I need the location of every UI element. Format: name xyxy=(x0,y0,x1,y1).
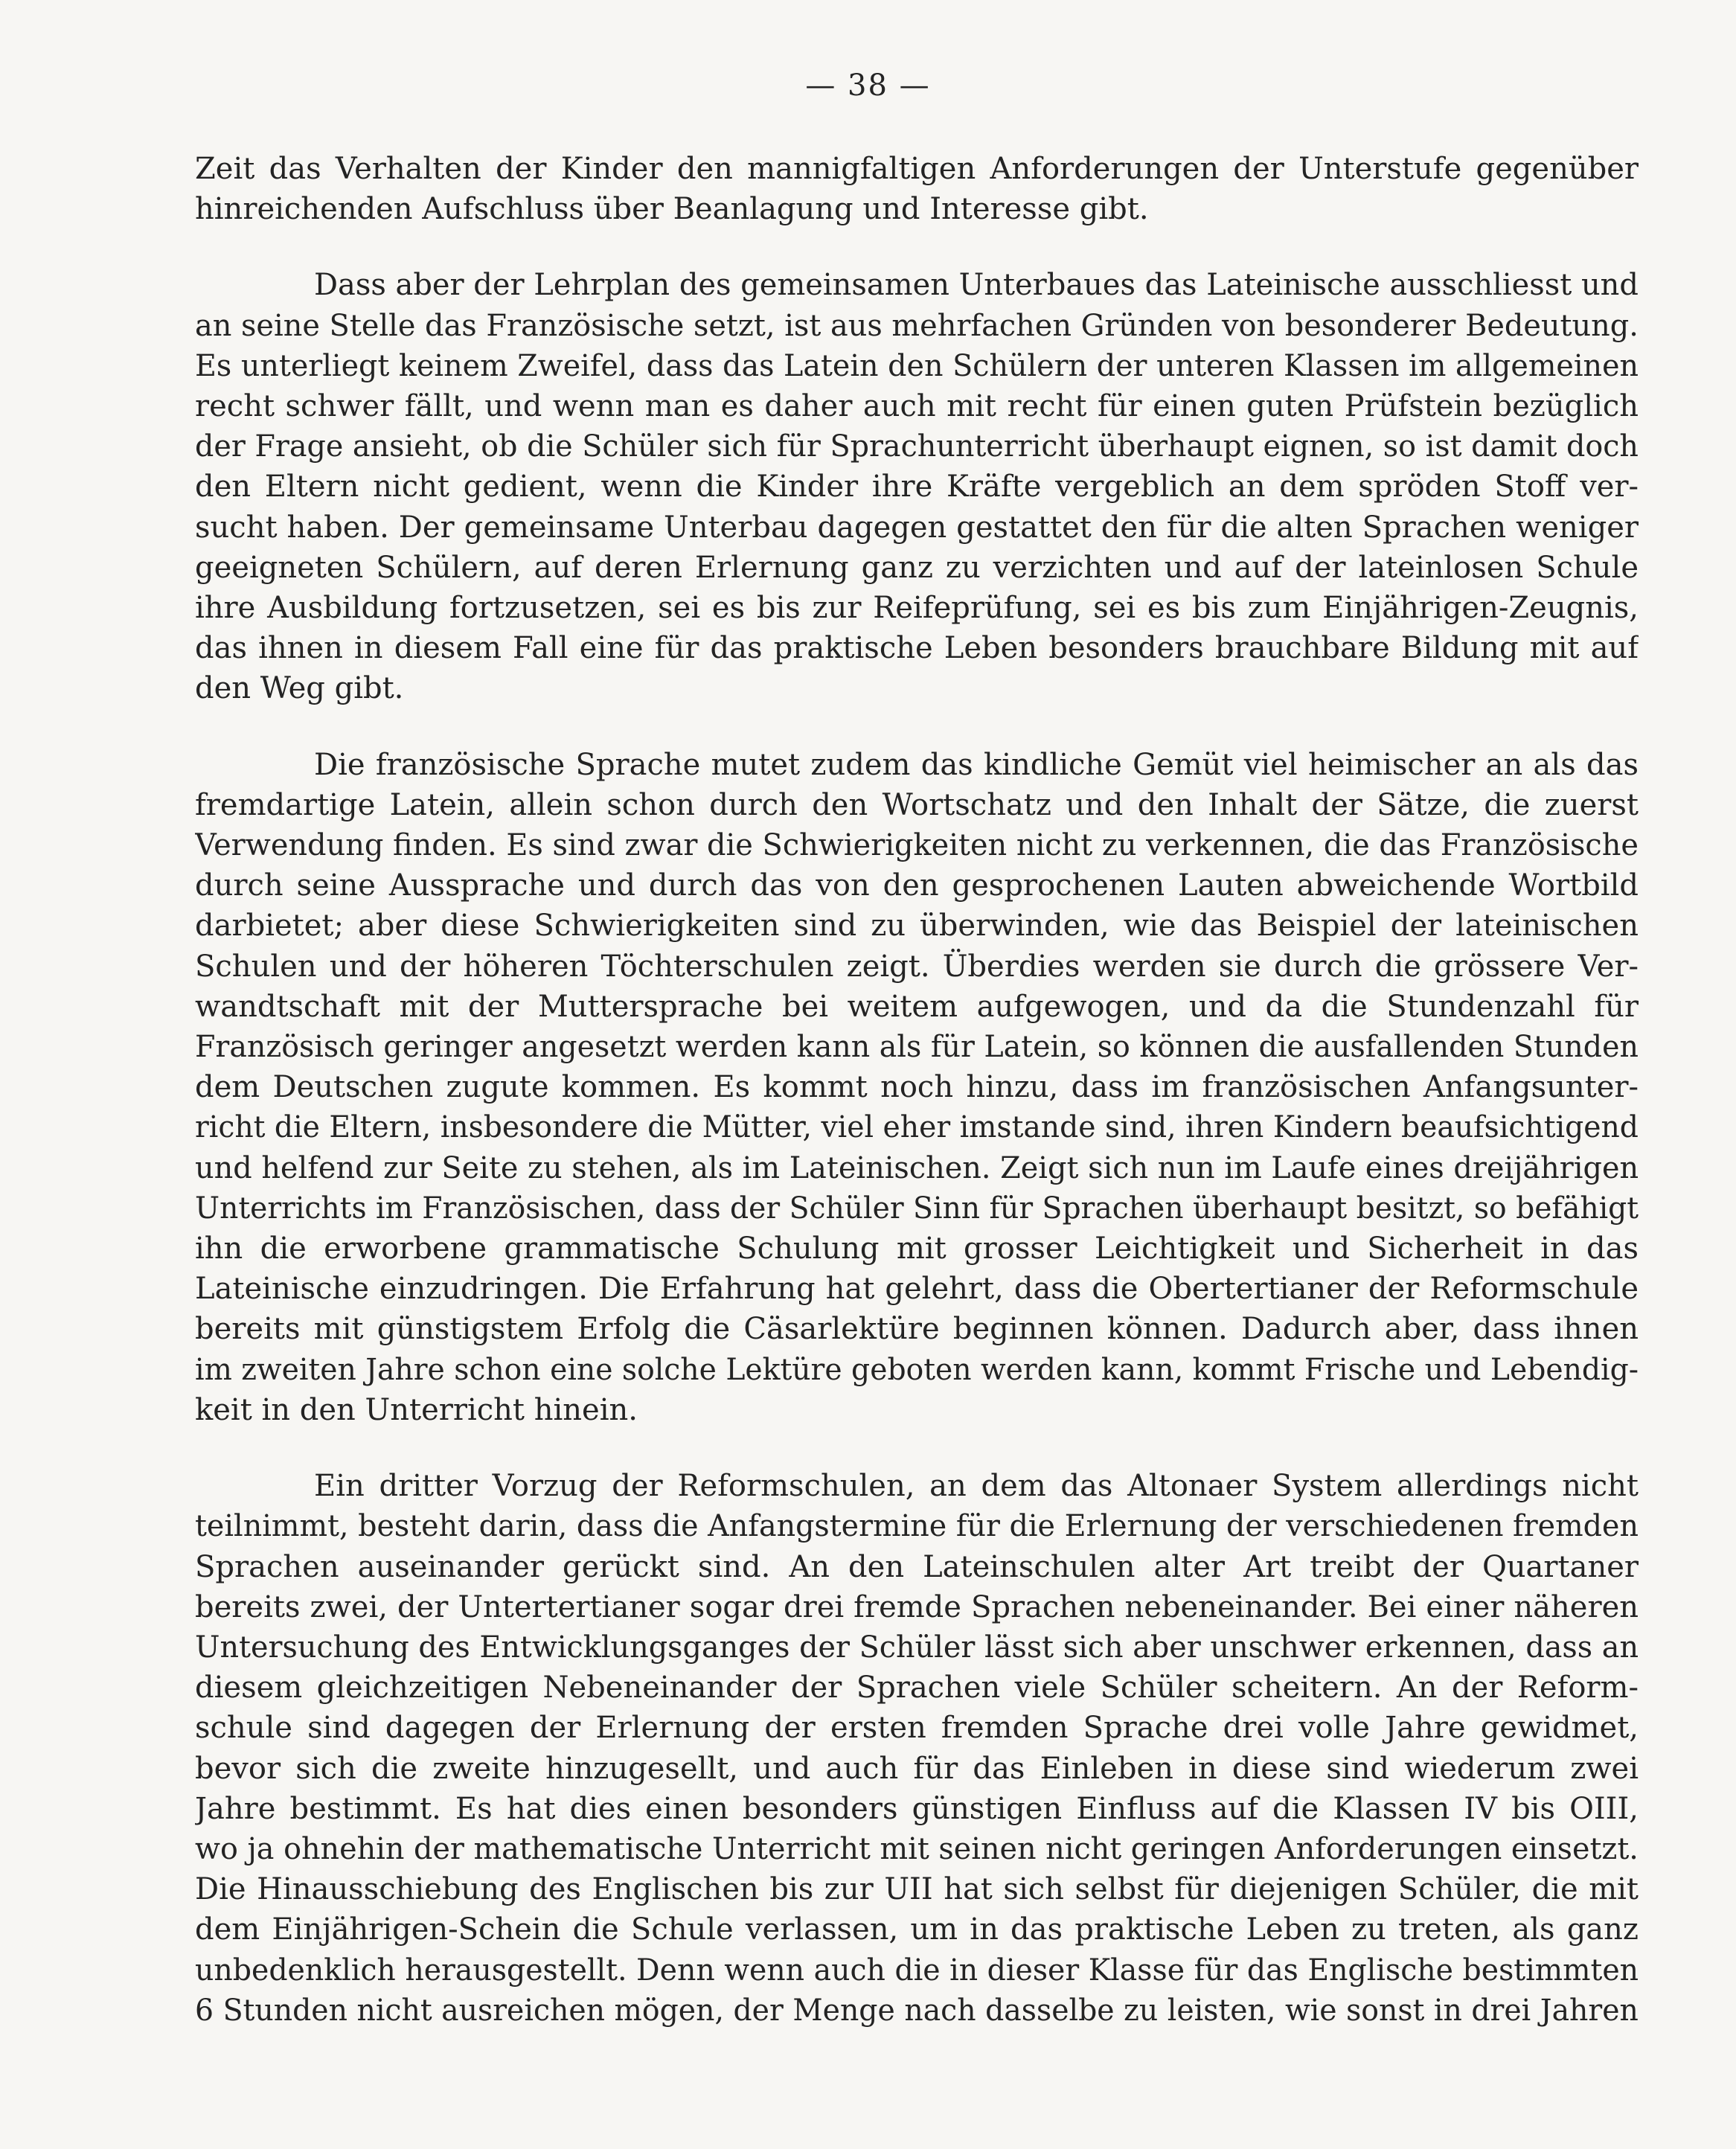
text-line: bevor sich die zweite hinzugesellt, und auch für das Einleben in diese sind wiederum zwei xyxy=(195,1751,1639,1786)
text-line: im zweiten Jahre schon eine solche Lektüre geboten werden kann, kommt Frische und Lebendig- xyxy=(195,1352,1639,1387)
text-line: Jahre bestimmt. Es hat dies einen besonders günstigen Einfluss auf die Klassen IV bis OIII, xyxy=(195,1791,1639,1826)
text-line: unbedenklich herausgestellt. Denn wenn auch die in dieser Klasse für das Englische bestimmten xyxy=(195,1953,1639,1988)
text-line: den Weg gibt. xyxy=(195,671,404,706)
text-line: fremdartige Latein, allein schon durch den Wortschatz und den Inhalt der Sätze, die zuerst xyxy=(195,787,1639,822)
text-line: ihn die erworbene grammatische Schulung mit grosser Leichtigkeit und Sicherheit in das xyxy=(195,1232,1639,1266)
paragraph xyxy=(195,1466,1639,2031)
text-line: der Frage ansieht, ob die Schüler sich für Sprachunterricht überhaupt eignen, so ist damit doch xyxy=(195,429,1639,464)
text-line: diesem gleichzeitigen Nebeneinander der Sprachen viele Schüler scheitern. An der Reform- xyxy=(195,1671,1639,1706)
text-line: an seine Stelle das Französische setzt, ist aus mehrfachen Gründen von besonderer Bedeutung. xyxy=(195,308,1639,343)
text-line: teilnimmt, besteht darin, dass die Anfangstermine für die Erlernung der verschiedenen fremden xyxy=(195,1509,1639,1544)
text-line: bereits mit günstigstem Erfolg die Cäsarlektüre beginnen können. Dadurch aber, dass ihnen xyxy=(195,1312,1639,1347)
text-line: dem Deutschen zugute kommen. Es kommt noch hinzu, dass im französischen Anfangsunter- xyxy=(195,1070,1639,1105)
text-line: Lateinische einzudringen. Die Erfahrung hat gelehrt, dass die Obertertianer der Reformschule xyxy=(195,1272,1639,1307)
text-line: Unterrichts im Französischen, dass der Schüler Sinn für Sprachen überhaupt besitzt, so befähigt xyxy=(195,1191,1639,1226)
text-line: Die französische Sprache mutet zudem das kindliche Gemüt viel heimischer an als das xyxy=(314,747,1639,782)
text-line: Schulen und der höheren Töchterschulen zeigt. Überdies werden sie durch die grössere Ver- xyxy=(195,949,1639,984)
text-line: Französisch geringer angesetzt werden kann als für Latein, so können die ausfallenden Stunden xyxy=(195,1030,1639,1065)
text-line: bereits zwei, der Untertertianer sogar drei fremde Sprachen nebeneinander. Bei einer näheren xyxy=(195,1589,1639,1624)
paragraph xyxy=(195,265,1639,708)
body-text xyxy=(195,149,1639,2066)
text-line: hinreichenden Aufschluss über Beanlagung und Interesse gibt. xyxy=(195,192,1149,227)
text-line: Ein dritter Vorzug der Reformschulen, an dem das Altonaer System allerdings nicht xyxy=(314,1469,1639,1504)
text-line: richt die Eltern, insbesondere die Mütter, viel eher imstande sind, ihren Kindern beaufsichtigend xyxy=(195,1110,1639,1145)
page-number: — 38 — xyxy=(805,68,931,103)
text-line: 6 Stunden nicht ausreichen mögen, der Menge nach dasselbe zu leisten, wie sonst in drei Jahren xyxy=(195,1993,1639,2028)
text-line: Sprachen auseinander gerückt sind. An den Lateinschulen alter Art treibt der Quartaner xyxy=(195,1549,1639,1584)
text-line: darbietet; aber diese Schwierigkeiten sind zu überwinden, wie das Beispiel der lateinischen xyxy=(195,909,1639,944)
paragraph xyxy=(195,149,1639,229)
text-line: Verwendung finden. Es sind zwar die Schwierigkeiten nicht zu verkennen, die das Französische xyxy=(195,828,1639,863)
text-line: wo ja ohnehin der mathematische Unterricht mit seinen nicht geringen Anforderungen einsetzt. xyxy=(195,1831,1639,1866)
text-line: Untersuchung des Entwicklungsganges der Schüler lässt sich aber unschwer erkennen, dass an xyxy=(195,1630,1639,1665)
text-line: Zeit das Verhalten der Kinder den mannigfaltigen Anforderungen der Unterstufe gegenüber xyxy=(195,152,1639,186)
text-line: keit in den Unterricht hinein. xyxy=(195,1392,638,1427)
text-line: geeigneten Schülern, auf deren Erlernung ganz zu verzichten und auf der lateinlosen Schule xyxy=(195,550,1639,585)
text-line: recht schwer fällt, und wenn man es daher auch mit recht für einen guten Prüfstein bezüglich xyxy=(195,389,1639,424)
text-line: Die Hinausschiebung des Englischen bis zur UII hat sich selbst für diejenigen Schüler, die mit xyxy=(195,1872,1639,1907)
text-line: dem Einjährigen-Schein die Schule verlassen, um in das praktische Leben zu treten, als ganz xyxy=(195,1912,1639,1947)
text-line: durch seine Aussprache und durch das von den gesprochenen Lauten abweichende Wortbild xyxy=(195,868,1639,903)
text-line: das ihnen in diesem Fall eine für das praktische Leben besonders brauchbare Bildung mit auf xyxy=(195,631,1639,666)
text-line: wandtschaft mit der Muttersprache bei weitem aufgewogen, und da die Stundenzahl für xyxy=(195,989,1639,1024)
text-line: schule sind dagegen der Erlernung der ersten fremden Sprache drei volle Jahre gewidmet, xyxy=(195,1711,1639,1746)
text-line: Es unterliegt keinem Zweifel, dass das Latein den Schülern der unteren Klassen im allgemeinen xyxy=(195,348,1639,383)
text-line: Dass aber der Lehrplan des gemeinsamen Unterbaues das Lateinische ausschliesst und xyxy=(314,268,1639,303)
paragraph xyxy=(195,745,1639,1430)
text-line: den Eltern nicht gedient, wenn die Kinder ihre Kräfte vergeblich an dem spröden Stoff ver- xyxy=(195,470,1639,505)
text-line: und helfend zur Seite zu stehen, als im Lateinischen. Zeigt sich nun im Laufe eines dreijährigen xyxy=(195,1150,1639,1185)
text-line: ihre Ausbildung fortzusetzen, sei es bis zur Reifeprüfung, sei es bis zum Einjährigen-Zeugnis, xyxy=(195,591,1639,626)
text-line: sucht haben. Der gemeinsame Unterbau dagegen gestattet den für die alten Sprachen weniger xyxy=(195,510,1639,545)
